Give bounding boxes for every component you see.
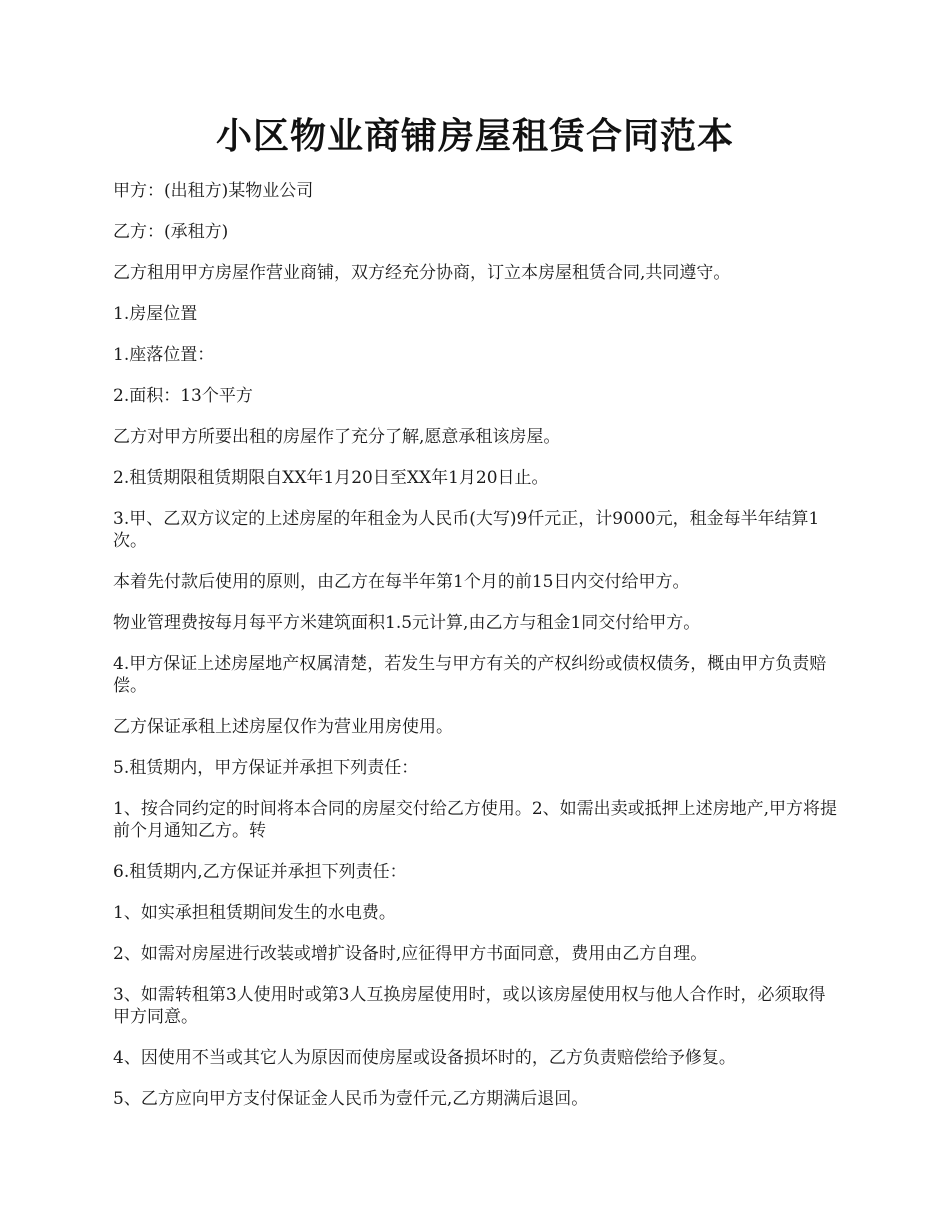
- paragraph-address: 1.座落位置：: [113, 345, 215, 365]
- paragraph-acknowledgement: 乙方对甲方所要出租的房屋作了充分了解,愿意承租该房屋。: [113, 427, 561, 447]
- document-body: [113, 180, 838, 1129]
- list-item-party-b-duty-2: 2、如需对房屋进行改装或增扩设备时,应征得甲方书面同意，费用由乙方自理。: [113, 944, 708, 964]
- paragraph-party-b-usage: 乙方保证承租上述房屋仅作为营业用房使用。: [113, 717, 453, 737]
- list-item-party-b-duty-5: 5、乙方应向甲方支付保证金人民币为壹仟元,乙方期满后退回。: [113, 1089, 589, 1109]
- section-lease-term: 2.租赁期限租赁期限自XX年1月20日至XX年1月20日止。: [113, 468, 549, 488]
- document-title: 小区物业商铺房屋租赁合同范本: [215, 115, 734, 157]
- paragraph-party-a: 甲方：(出租方)某物业公司: [113, 181, 314, 201]
- list-item-party-b-duty-4: 4、因使用不当或其它人为原因而使房屋或设备损坏时的，乙方负责赔偿给予修复。: [113, 1048, 736, 1068]
- section-party-a-guarantee: 4.甲方保证上述房屋地产权属清楚，若发生与甲方有关的产权纠纷或债权债务，概由甲方负责赔偿。: [113, 654, 827, 696]
- list-item-party-b-duty-3: 3、如需转租第3人使用时或第3人互换房屋使用时，或以该房屋使用权与他人合作时，必须取得甲方同意。: [113, 985, 826, 1027]
- section-rent: 3.甲、乙双方议定的上述房屋的年租金为人民币(大写)9仟元正，计9000元，租金每半年结算1次。: [113, 509, 820, 551]
- list-item-party-b-duty-1: 1、如实承担租赁期间发生的水电费。: [113, 903, 396, 923]
- paragraph-area: 2.面积：13个平方: [113, 386, 253, 406]
- section-heading-location: 1.房屋位置: [113, 304, 198, 324]
- paragraph-payment: 本着先付款后使用的原则，由乙方在每半年第1个月的前15日内交付给甲方。: [113, 572, 690, 592]
- list-item-party-a-duty: 1、按合同约定的时间将本合同的房屋交付给乙方使用。2、如需出卖或抵押上述房地产,甲方将提前个月通知乙方。转: [113, 799, 838, 841]
- paragraph-management-fee: 物业管理费按每月每平方米建筑面积1.5元计算,由乙方与租金1同交付给甲方。: [113, 613, 701, 633]
- paragraph-intro: 乙方租用甲方房屋作营业商铺，双方经充分协商，订立本房屋租赁合同,共同遵守。: [113, 263, 731, 283]
- section-party-a-duties: 5.租赁期内，甲方保证并承担下列责任：: [113, 758, 419, 778]
- section-party-b-duties: 6.租赁期内,乙方保证并承担下列责任：: [113, 862, 407, 882]
- paragraph-party-b: 乙方：(承租方): [113, 222, 229, 242]
